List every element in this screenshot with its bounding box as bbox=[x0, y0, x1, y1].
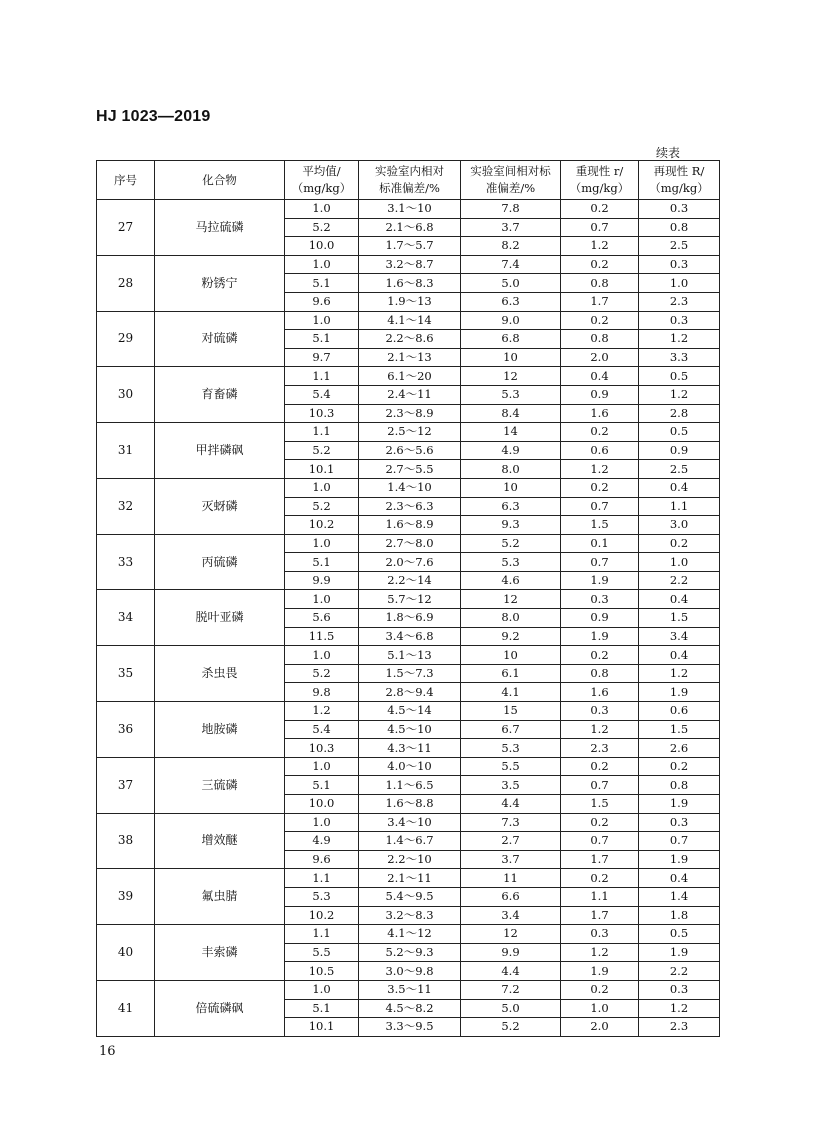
compound-cell: 灭蚜磷 bbox=[155, 478, 285, 534]
serial-number-cell: 37 bbox=[97, 757, 155, 813]
serial-number-cell: 40 bbox=[97, 925, 155, 981]
inter-lab-rsd-cell: 12 bbox=[461, 925, 561, 944]
serial-number-cell: 31 bbox=[97, 423, 155, 479]
repeatability-cell: 1.7 bbox=[561, 906, 639, 925]
inter-lab-rsd-cell: 9.9 bbox=[461, 943, 561, 962]
repeatability-cell: 0.2 bbox=[561, 980, 639, 999]
intra-lab-rsd-cell: 2.0～7.6 bbox=[359, 553, 461, 572]
inter-lab-rsd-cell: 4.6 bbox=[461, 571, 561, 590]
reproducibility-cell: 0.3 bbox=[639, 200, 720, 219]
mean-value-cell: 10.2 bbox=[285, 906, 359, 925]
intra-lab-rsd-cell: 2.2～10 bbox=[359, 850, 461, 869]
intra-lab-rsd-cell: 3.2～8.7 bbox=[359, 255, 461, 274]
mean-value-cell: 1.0 bbox=[285, 255, 359, 274]
compound-cell: 脱叶亚磷 bbox=[155, 590, 285, 646]
reproducibility-cell: 0.3 bbox=[639, 813, 720, 832]
inter-lab-rsd-cell: 5.2 bbox=[461, 1018, 561, 1037]
inter-lab-rsd-cell: 6.7 bbox=[461, 720, 561, 739]
intra-lab-rsd-cell: 5.4～9.5 bbox=[359, 887, 461, 906]
mean-value-cell: 11.5 bbox=[285, 627, 359, 646]
intra-lab-rsd-cell: 4.1～14 bbox=[359, 311, 461, 330]
table-row bbox=[97, 757, 720, 776]
intra-lab-rsd-cell: 2.2～14 bbox=[359, 571, 461, 590]
repeatability-cell: 0.2 bbox=[561, 311, 639, 330]
inter-lab-rsd-cell: 11 bbox=[461, 869, 561, 888]
mean-value-cell: 10.3 bbox=[285, 739, 359, 758]
serial-number-cell: 41 bbox=[97, 980, 155, 1036]
repeatability-cell: 0.2 bbox=[561, 646, 639, 665]
table-row bbox=[97, 980, 720, 999]
column-header: 再现性 R/ （mg/kg） bbox=[639, 161, 720, 200]
column-header: 实验室间相对标 准偏差/% bbox=[461, 161, 561, 200]
intra-lab-rsd-cell: 3.1～10 bbox=[359, 200, 461, 219]
inter-lab-rsd-cell: 4.1 bbox=[461, 683, 561, 702]
mean-value-cell: 5.3 bbox=[285, 887, 359, 906]
mean-value-cell: 1.0 bbox=[285, 311, 359, 330]
inter-lab-rsd-cell: 7.2 bbox=[461, 980, 561, 999]
column-header: 实验室内相对 标准偏差/% bbox=[359, 161, 461, 200]
reproducibility-cell: 1.8 bbox=[639, 906, 720, 925]
repeatability-cell: 1.9 bbox=[561, 627, 639, 646]
serial-number-cell: 36 bbox=[97, 702, 155, 758]
serial-number-cell: 35 bbox=[97, 646, 155, 702]
compound-cell: 粉锈宁 bbox=[155, 255, 285, 311]
mean-value-cell: 9.9 bbox=[285, 571, 359, 590]
reproducibility-cell: 0.4 bbox=[639, 646, 720, 665]
inter-lab-rsd-cell: 4.9 bbox=[461, 441, 561, 460]
inter-lab-rsd-cell: 4.4 bbox=[461, 962, 561, 981]
reproducibility-cell: 0.3 bbox=[639, 980, 720, 999]
intra-lab-rsd-cell: 2.8～9.4 bbox=[359, 683, 461, 702]
table-row bbox=[97, 925, 720, 944]
mean-value-cell: 1.1 bbox=[285, 367, 359, 386]
serial-number-cell: 39 bbox=[97, 869, 155, 925]
inter-lab-rsd-cell: 7.4 bbox=[461, 255, 561, 274]
compound-cell: 丙硫磷 bbox=[155, 534, 285, 590]
serial-number-cell: 34 bbox=[97, 590, 155, 646]
repeatability-cell: 1.2 bbox=[561, 720, 639, 739]
inter-lab-rsd-cell: 9.3 bbox=[461, 516, 561, 535]
repeatability-cell: 0.8 bbox=[561, 664, 639, 683]
reproducibility-cell: 3.3 bbox=[639, 348, 720, 367]
intra-lab-rsd-cell: 5.2～9.3 bbox=[359, 943, 461, 962]
inter-lab-rsd-cell: 6.8 bbox=[461, 330, 561, 349]
inter-lab-rsd-cell: 8.0 bbox=[461, 609, 561, 628]
mean-value-cell: 5.1 bbox=[285, 330, 359, 349]
compound-cell: 倍硫磷砜 bbox=[155, 980, 285, 1036]
inter-lab-rsd-cell: 5.3 bbox=[461, 385, 561, 404]
repeatability-cell: 0.9 bbox=[561, 385, 639, 404]
table-row bbox=[97, 590, 720, 609]
reproducibility-cell: 0.3 bbox=[639, 255, 720, 274]
inter-lab-rsd-cell: 5.2 bbox=[461, 534, 561, 553]
mean-value-cell: 5.1 bbox=[285, 999, 359, 1018]
mean-value-cell: 5.2 bbox=[285, 441, 359, 460]
inter-lab-rsd-cell: 8.4 bbox=[461, 404, 561, 423]
compound-cell: 对硫磷 bbox=[155, 311, 285, 367]
intra-lab-rsd-cell: 2.1～11 bbox=[359, 869, 461, 888]
inter-lab-rsd-cell: 3.7 bbox=[461, 850, 561, 869]
mean-value-cell: 1.0 bbox=[285, 478, 359, 497]
serial-number-cell: 32 bbox=[97, 478, 155, 534]
intra-lab-rsd-cell: 2.3～8.9 bbox=[359, 404, 461, 423]
reproducibility-cell: 0.6 bbox=[639, 702, 720, 721]
repeatability-cell: 0.7 bbox=[561, 553, 639, 572]
intra-lab-rsd-cell: 4.3～11 bbox=[359, 739, 461, 758]
repeatability-cell: 0.2 bbox=[561, 869, 639, 888]
repeatability-cell: 2.3 bbox=[561, 739, 639, 758]
compound-cell: 丰索磷 bbox=[155, 925, 285, 981]
reproducibility-cell: 1.1 bbox=[639, 497, 720, 516]
repeatability-cell: 0.2 bbox=[561, 255, 639, 274]
repeatability-cell: 0.9 bbox=[561, 609, 639, 628]
compound-cell: 马拉硫磷 bbox=[155, 200, 285, 256]
reproducibility-cell: 2.5 bbox=[639, 460, 720, 479]
intra-lab-rsd-cell: 6.1～20 bbox=[359, 367, 461, 386]
compound-cell: 杀虫畏 bbox=[155, 646, 285, 702]
table-row bbox=[97, 646, 720, 665]
repeatability-cell: 1.6 bbox=[561, 404, 639, 423]
mean-value-cell: 5.1 bbox=[285, 553, 359, 572]
reproducibility-cell: 3.0 bbox=[639, 516, 720, 535]
mean-value-cell: 1.0 bbox=[285, 813, 359, 832]
repeatability-cell: 0.2 bbox=[561, 813, 639, 832]
inter-lab-rsd-cell: 14 bbox=[461, 423, 561, 442]
column-header: 序号 bbox=[97, 161, 155, 200]
serial-number-cell: 29 bbox=[97, 311, 155, 367]
inter-lab-rsd-cell: 5.3 bbox=[461, 553, 561, 572]
reproducibility-cell: 3.4 bbox=[639, 627, 720, 646]
compound-cell: 增效醚 bbox=[155, 813, 285, 869]
intra-lab-rsd-cell: 1.6～8.3 bbox=[359, 274, 461, 293]
repeatability-cell: 0.6 bbox=[561, 441, 639, 460]
table-row bbox=[97, 702, 720, 721]
table-row bbox=[97, 200, 720, 219]
compound-cell: 甲拌磷砜 bbox=[155, 423, 285, 479]
reproducibility-cell: 2.3 bbox=[639, 292, 720, 311]
reproducibility-cell: 2.3 bbox=[639, 1018, 720, 1037]
repeatability-cell: 0.4 bbox=[561, 367, 639, 386]
repeatability-cell: 1.2 bbox=[561, 460, 639, 479]
repeatability-cell: 0.7 bbox=[561, 776, 639, 795]
inter-lab-rsd-cell: 7.3 bbox=[461, 813, 561, 832]
repeatability-cell: 0.3 bbox=[561, 702, 639, 721]
reproducibility-cell: 0.3 bbox=[639, 311, 720, 330]
intra-lab-rsd-cell: 2.5～12 bbox=[359, 423, 461, 442]
inter-lab-rsd-cell: 9.2 bbox=[461, 627, 561, 646]
inter-lab-rsd-cell: 4.4 bbox=[461, 795, 561, 814]
reproducibility-cell: 1.0 bbox=[639, 553, 720, 572]
inter-lab-rsd-cell: 10 bbox=[461, 646, 561, 665]
mean-value-cell: 1.0 bbox=[285, 590, 359, 609]
reproducibility-cell: 0.8 bbox=[639, 776, 720, 795]
reproducibility-cell: 0.5 bbox=[639, 925, 720, 944]
inter-lab-rsd-cell: 5.3 bbox=[461, 739, 561, 758]
table-row bbox=[97, 367, 720, 386]
inter-lab-rsd-cell: 10 bbox=[461, 478, 561, 497]
inter-lab-rsd-cell: 6.3 bbox=[461, 292, 561, 311]
reproducibility-cell: 1.2 bbox=[639, 664, 720, 683]
mean-value-cell: 10.5 bbox=[285, 962, 359, 981]
intra-lab-rsd-cell: 2.3～6.3 bbox=[359, 497, 461, 516]
mean-value-cell: 1.2 bbox=[285, 702, 359, 721]
column-header: 重现性 r/ （mg/kg） bbox=[561, 161, 639, 200]
mean-value-cell: 5.1 bbox=[285, 274, 359, 293]
mean-value-cell: 9.6 bbox=[285, 850, 359, 869]
mean-value-cell: 10.3 bbox=[285, 404, 359, 423]
mean-value-cell: 1.1 bbox=[285, 423, 359, 442]
inter-lab-rsd-cell: 5.5 bbox=[461, 757, 561, 776]
inter-lab-rsd-cell: 2.7 bbox=[461, 832, 561, 851]
table-row bbox=[97, 869, 720, 888]
intra-lab-rsd-cell: 4.0～10 bbox=[359, 757, 461, 776]
repeatability-cell: 1.7 bbox=[561, 292, 639, 311]
intra-lab-rsd-cell: 2.7～8.0 bbox=[359, 534, 461, 553]
reproducibility-cell: 1.9 bbox=[639, 943, 720, 962]
repeatability-cell: 0.3 bbox=[561, 590, 639, 609]
intra-lab-rsd-cell: 3.4～10 bbox=[359, 813, 461, 832]
repeatability-cell: 0.1 bbox=[561, 534, 639, 553]
repeatability-cell: 1.0 bbox=[561, 999, 639, 1018]
repeatability-cell: 1.5 bbox=[561, 516, 639, 535]
inter-lab-rsd-cell: 3.4 bbox=[461, 906, 561, 925]
table-row bbox=[97, 534, 720, 553]
column-header: 化合物 bbox=[155, 161, 285, 200]
intra-lab-rsd-cell: 3.3～9.5 bbox=[359, 1018, 461, 1037]
inter-lab-rsd-cell: 9.0 bbox=[461, 311, 561, 330]
document-id: HJ 1023—2019 bbox=[96, 108, 211, 125]
intra-lab-rsd-cell: 1.7～5.7 bbox=[359, 237, 461, 256]
repeatability-cell: 1.7 bbox=[561, 850, 639, 869]
intra-lab-rsd-cell: 4.5～10 bbox=[359, 720, 461, 739]
reproducibility-cell: 1.9 bbox=[639, 850, 720, 869]
mean-value-cell: 5.4 bbox=[285, 720, 359, 739]
reproducibility-cell: 1.2 bbox=[639, 999, 720, 1018]
inter-lab-rsd-cell: 7.8 bbox=[461, 200, 561, 219]
table-row bbox=[97, 478, 720, 497]
serial-number-cell: 30 bbox=[97, 367, 155, 423]
reproducibility-cell: 1.5 bbox=[639, 609, 720, 628]
reproducibility-cell: 2.2 bbox=[639, 962, 720, 981]
reproducibility-cell: 0.8 bbox=[639, 218, 720, 237]
intra-lab-rsd-cell: 3.5～11 bbox=[359, 980, 461, 999]
intra-lab-rsd-cell: 2.7～5.5 bbox=[359, 460, 461, 479]
repeatability-cell: 1.2 bbox=[561, 943, 639, 962]
serial-number-cell: 38 bbox=[97, 813, 155, 869]
mean-value-cell: 1.0 bbox=[285, 200, 359, 219]
inter-lab-rsd-cell: 10 bbox=[461, 348, 561, 367]
compound-cell: 氟虫腈 bbox=[155, 869, 285, 925]
inter-lab-rsd-cell: 5.0 bbox=[461, 999, 561, 1018]
inter-lab-rsd-cell: 3.7 bbox=[461, 218, 561, 237]
reproducibility-cell: 1.4 bbox=[639, 887, 720, 906]
mean-value-cell: 9.8 bbox=[285, 683, 359, 702]
inter-lab-rsd-cell: 8.2 bbox=[461, 237, 561, 256]
repeatability-cell: 1.9 bbox=[561, 962, 639, 981]
mean-value-cell: 1.1 bbox=[285, 869, 359, 888]
intra-lab-rsd-cell: 3.4～6.8 bbox=[359, 627, 461, 646]
intra-lab-rsd-cell: 4.5～14 bbox=[359, 702, 461, 721]
repeatability-cell: 0.2 bbox=[561, 200, 639, 219]
repeatability-cell: 1.6 bbox=[561, 683, 639, 702]
inter-lab-rsd-cell: 15 bbox=[461, 702, 561, 721]
inter-lab-rsd-cell: 6.3 bbox=[461, 497, 561, 516]
reproducibility-cell: 0.2 bbox=[639, 534, 720, 553]
repeatability-cell: 0.2 bbox=[561, 478, 639, 497]
intra-lab-rsd-cell: 1.8～6.9 bbox=[359, 609, 461, 628]
reproducibility-cell: 0.4 bbox=[639, 869, 720, 888]
repeatability-cell: 0.3 bbox=[561, 925, 639, 944]
intra-lab-rsd-cell: 1.6～8.9 bbox=[359, 516, 461, 535]
table-body bbox=[97, 200, 720, 1037]
inter-lab-rsd-cell: 12 bbox=[461, 367, 561, 386]
mean-value-cell: 5.2 bbox=[285, 664, 359, 683]
mean-value-cell: 10.0 bbox=[285, 237, 359, 256]
mean-value-cell: 10.2 bbox=[285, 516, 359, 535]
compound-cell: 地胺磷 bbox=[155, 702, 285, 758]
intra-lab-rsd-cell: 3.2～8.3 bbox=[359, 906, 461, 925]
reproducibility-cell: 1.2 bbox=[639, 385, 720, 404]
repeatability-cell: 0.2 bbox=[561, 757, 639, 776]
mean-value-cell: 9.7 bbox=[285, 348, 359, 367]
serial-number-cell: 28 bbox=[97, 255, 155, 311]
mean-value-cell: 10.1 bbox=[285, 1018, 359, 1037]
column-header: 平均值/ （mg/kg） bbox=[285, 161, 359, 200]
precision-table bbox=[96, 160, 720, 1037]
mean-value-cell: 5.5 bbox=[285, 943, 359, 962]
reproducibility-cell: 0.7 bbox=[639, 832, 720, 851]
intra-lab-rsd-cell: 1.6～8.8 bbox=[359, 795, 461, 814]
reproducibility-cell: 0.5 bbox=[639, 367, 720, 386]
inter-lab-rsd-cell: 6.1 bbox=[461, 664, 561, 683]
repeatability-cell: 0.2 bbox=[561, 423, 639, 442]
reproducibility-cell: 1.0 bbox=[639, 274, 720, 293]
intra-lab-rsd-cell: 2.2～8.6 bbox=[359, 330, 461, 349]
repeatability-cell: 2.0 bbox=[561, 1018, 639, 1037]
reproducibility-cell: 2.6 bbox=[639, 739, 720, 758]
mean-value-cell: 5.4 bbox=[285, 385, 359, 404]
inter-lab-rsd-cell: 5.0 bbox=[461, 274, 561, 293]
intra-lab-rsd-cell: 5.1～13 bbox=[359, 646, 461, 665]
repeatability-cell: 0.8 bbox=[561, 274, 639, 293]
mean-value-cell: 1.0 bbox=[285, 757, 359, 776]
intra-lab-rsd-cell: 2.1～13 bbox=[359, 348, 461, 367]
reproducibility-cell: 0.9 bbox=[639, 441, 720, 460]
reproducibility-cell: 2.5 bbox=[639, 237, 720, 256]
repeatability-cell: 2.0 bbox=[561, 348, 639, 367]
reproducibility-cell: 0.4 bbox=[639, 478, 720, 497]
repeatability-cell: 0.8 bbox=[561, 330, 639, 349]
intra-lab-rsd-cell: 1.4～6.7 bbox=[359, 832, 461, 851]
intra-lab-rsd-cell: 1.5～7.3 bbox=[359, 664, 461, 683]
table-header-row bbox=[97, 161, 720, 200]
repeatability-cell: 1.5 bbox=[561, 795, 639, 814]
table-row bbox=[97, 311, 720, 330]
inter-lab-rsd-cell: 12 bbox=[461, 590, 561, 609]
mean-value-cell: 10.0 bbox=[285, 795, 359, 814]
table-row bbox=[97, 255, 720, 274]
intra-lab-rsd-cell: 4.5～8.2 bbox=[359, 999, 461, 1018]
intra-lab-rsd-cell: 5.7～12 bbox=[359, 590, 461, 609]
inter-lab-rsd-cell: 8.0 bbox=[461, 460, 561, 479]
mean-value-cell: 5.2 bbox=[285, 218, 359, 237]
mean-value-cell: 1.0 bbox=[285, 646, 359, 665]
repeatability-cell: 0.7 bbox=[561, 832, 639, 851]
inter-lab-rsd-cell: 3.5 bbox=[461, 776, 561, 795]
reproducibility-cell: 2.2 bbox=[639, 571, 720, 590]
serial-number-cell: 27 bbox=[97, 200, 155, 256]
mean-value-cell: 9.6 bbox=[285, 292, 359, 311]
intra-lab-rsd-cell: 1.9～13 bbox=[359, 292, 461, 311]
mean-value-cell: 10.1 bbox=[285, 460, 359, 479]
intra-lab-rsd-cell: 4.1～12 bbox=[359, 925, 461, 944]
mean-value-cell: 5.2 bbox=[285, 497, 359, 516]
repeatability-cell: 0.7 bbox=[561, 497, 639, 516]
repeatability-cell: 1.1 bbox=[561, 887, 639, 906]
table-row bbox=[97, 423, 720, 442]
reproducibility-cell: 0.2 bbox=[639, 757, 720, 776]
compound-cell: 育畜磷 bbox=[155, 367, 285, 423]
mean-value-cell: 1.0 bbox=[285, 534, 359, 553]
reproducibility-cell: 2.8 bbox=[639, 404, 720, 423]
compound-cell: 三硫磷 bbox=[155, 757, 285, 813]
intra-lab-rsd-cell: 2.6～5.6 bbox=[359, 441, 461, 460]
reproducibility-cell: 0.4 bbox=[639, 590, 720, 609]
reproducibility-cell: 1.5 bbox=[639, 720, 720, 739]
intra-lab-rsd-cell: 2.1～6.8 bbox=[359, 218, 461, 237]
repeatability-cell: 0.7 bbox=[561, 218, 639, 237]
mean-value-cell: 1.1 bbox=[285, 925, 359, 944]
intra-lab-rsd-cell: 1.1～6.5 bbox=[359, 776, 461, 795]
mean-value-cell: 4.9 bbox=[285, 832, 359, 851]
continued-label: 续表 bbox=[656, 146, 681, 160]
repeatability-cell: 1.2 bbox=[561, 237, 639, 256]
intra-lab-rsd-cell: 2.4～11 bbox=[359, 385, 461, 404]
reproducibility-cell: 1.2 bbox=[639, 330, 720, 349]
table-row bbox=[97, 813, 720, 832]
mean-value-cell: 5.1 bbox=[285, 776, 359, 795]
mean-value-cell: 1.0 bbox=[285, 980, 359, 999]
inter-lab-rsd-cell: 6.6 bbox=[461, 887, 561, 906]
serial-number-cell: 33 bbox=[97, 534, 155, 590]
reproducibility-cell: 1.9 bbox=[639, 795, 720, 814]
repeatability-cell: 1.9 bbox=[561, 571, 639, 590]
reproducibility-cell: 1.9 bbox=[639, 683, 720, 702]
mean-value-cell: 5.6 bbox=[285, 609, 359, 628]
page-number: 16 bbox=[99, 1044, 116, 1059]
reproducibility-cell: 0.5 bbox=[639, 423, 720, 442]
intra-lab-rsd-cell: 1.4～10 bbox=[359, 478, 461, 497]
intra-lab-rsd-cell: 3.0～9.8 bbox=[359, 962, 461, 981]
